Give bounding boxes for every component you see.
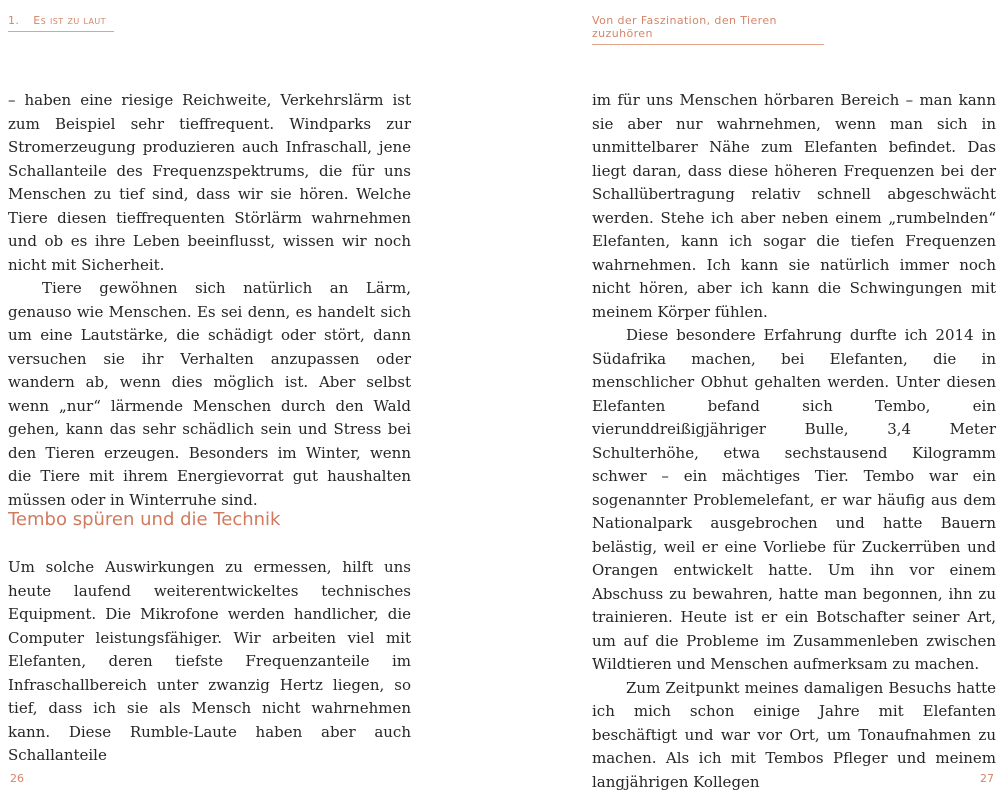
paragraph: Diese besondere Erfahrung durfte ich 2014 in Südafrika machen, bei Elefanten, die in menschlicher Obhut gehalten werden. Unter diesen Elefanten befand sich Tembo, ein vierunddreißigjähriger Bulle, 3,4 Meter Schulterhöhe, etwa sechstausend Kilogramm schwer – ein mächtiges Tier. Tembo war ein sogenannter Problemelefant, er war häufig aus dem Nationalpark ausgebrochen und hatte Bauern belästig, weil er eine Vorliebe für Zuckerrüben und Orangen entwickelt hatte. Um ihn vor einem Abschuss zu bewahren, hatte man begonnen, ihn zu trainieren. Heute ist er ein Botschafter seiner Art, um auf die Probleme im Zusammenleben zwischen Wildtieren und Menschen aufmerksam zu machen. xyxy=(592,326,996,673)
left-text-block-1 xyxy=(8,89,411,512)
page-number-right: 27 xyxy=(980,772,994,785)
left-text-block-2 xyxy=(8,556,411,768)
chapter-title: Es ist zu laut xyxy=(33,14,106,27)
paragraph: Zum Zeitpunkt meines damaligen Besuchs hatte ich mich schon einige Jahre mit Elefanten beschäftigt und war vor Ort, um Tonaufnahmen zu machen. Als ich mit Tembos Pfleger und meinem langjährigen Kollegen xyxy=(592,678,996,791)
section-heading: Tembo spüren und die Technik xyxy=(8,509,281,530)
paragraph: – haben eine riesige Reichweite, Verkehrslärm ist zum Beispiel sehr tieffrequent. Windparks zur Stromerzeugung produzieren auch Infraschall, jene Schallanteile des Frequenzspektrums, die für uns Menschen zu tief sind, dass wir sie hören. Welche Tiere diesen tieffrequenten Störlärm wahrnehmen und ob es ihre Leben beeinflusst, wissen wir noch nicht mit Sicherheit. xyxy=(8,91,411,274)
right-running-head xyxy=(592,14,824,45)
paragraph: im für uns Menschen hörbaren Bereich – man kann sie aber nur wahrnehmen, wenn man sich in unmittelbarer Nähe zum Elefanten befindet. Das liegt daran, dass diese höheren Frequenzen bei der Schallübertragung relativ schnell abgeschwächt werden. Stehe ich aber neben einem „rumbelnden“ Elefanten, kann ich sogar die tiefen Frequenzen wahrnehmen. Ich kann sie natürlich immer noch nicht hören, aber ich kann die Schwingungen mit meinem Körper fühlen. xyxy=(592,91,996,321)
chapter-number: 1. xyxy=(8,14,20,27)
section-title: Von der Faszination, den Tieren zuzuhören xyxy=(592,14,777,40)
page-number-left: 26 xyxy=(10,772,24,785)
right-page xyxy=(500,0,1000,800)
paragraph: Um solche Auswirkungen zu ermessen, hilft uns heute laufend weiterentwickeltes technisches Equipment. Die Mikrofone werden handlicher, die Computer leistungsfähiger. Wir arbeiten viel mit Elefanten, deren tiefste Frequenzanteile im Infraschallbereich unter zwanzig Hertz liegen, so tief, dass ich sie als Mensch nicht wahrnehmen kann. Diese Rumble-Laute haben aber auch Schallanteile xyxy=(8,558,411,764)
paragraph: Tiere gewöhnen sich natürlich an Lärm, genauso wie Menschen. Es sei denn, es handelt sich um eine Lautstärke, die schädigt oder stört, dann versuchen sie ihr Verhalten anzupassen oder wandern ab, wenn dies möglich ist. Aber selbst wenn „nur“ lärmende Menschen durch den Wald gehen, kann das sehr schädlich sein und Stress bei den Tieren erzeugen. Besonders im Winter, wenn die Tiere mit ihrem Energievorrat gut haushalten müssen oder in Winterruhe sind. xyxy=(8,279,411,509)
right-text-block xyxy=(592,89,996,794)
left-running-head xyxy=(8,14,114,32)
